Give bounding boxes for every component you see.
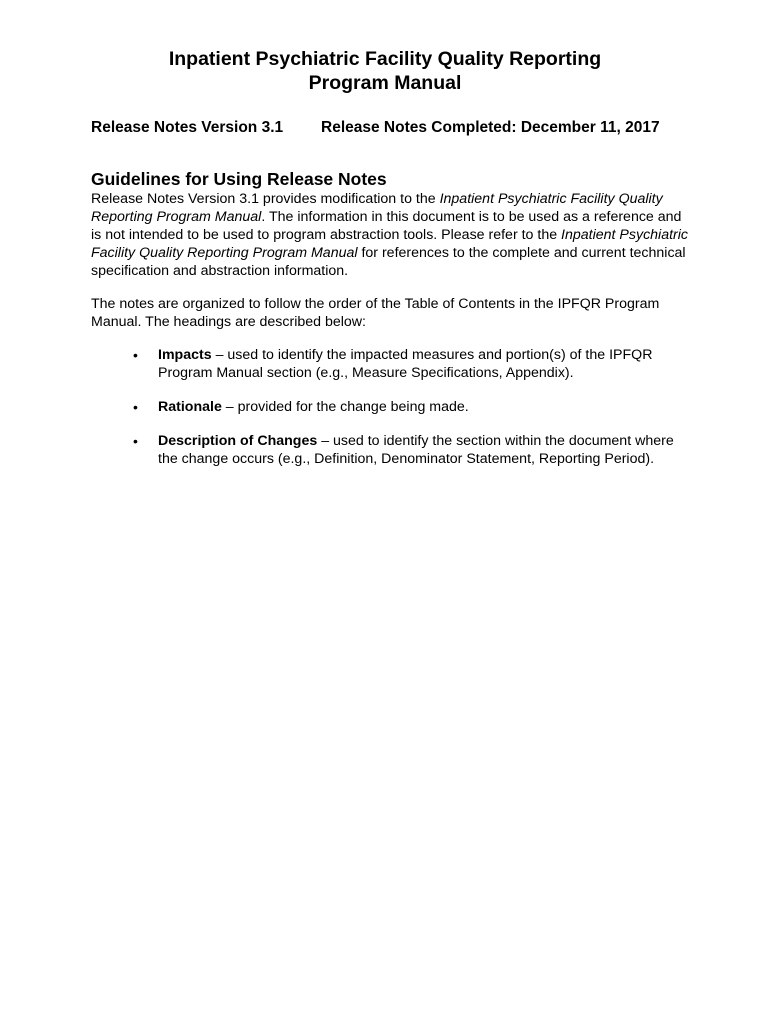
list-item-term: Rationale (158, 399, 222, 415)
section-heading: Guidelines for Using Release Notes (91, 169, 387, 189)
bullet-icon: • (133, 399, 138, 415)
list-item (91, 432, 691, 468)
release-version: Release Notes Version 3.1 (91, 119, 284, 136)
intro-manual-title-1: Inpatient Psychiatric Facility Quality Reporting Program Manual (91, 191, 663, 225)
intro-text-3: for references to the complete and current technical specification and abstraction information. (91, 245, 686, 279)
list-item-text: – provided for the change being made. (221, 399, 469, 415)
intro-text-2: . The information in this document is to be used as a reference and is not intended to be used to program abstraction tools. Please refer to the (91, 209, 682, 243)
list-item-text: – used to identify the section within the document where the change occurs (e.g., Definition, Denominator Statement, Reporting Period). (158, 433, 674, 467)
list-item-term: Description of Changes (158, 433, 318, 449)
document-title (0, 47, 770, 95)
title-line-1: Inpatient Psychiatric Facility Quality Reporting (168, 48, 602, 70)
intro-manual-title-2: Inpatient Psychiatric Facility Quality Reporting Program Manual (91, 227, 689, 261)
release-completed-date: Release Notes Completed: December 11, 2017 (321, 119, 660, 136)
bullet-icon: • (133, 433, 138, 449)
heading-description-list (91, 346, 691, 484)
release-info (91, 118, 660, 138)
intro-text-1: Release Notes Version 3.1 provides modification to the (91, 191, 440, 207)
list-item-term: Impacts (158, 347, 212, 363)
bullet-icon: • (133, 347, 138, 363)
organization-paragraph: The notes are organized to follow the order of the Table of Contents in the IPFQR Program Manual. The headings are described below: (91, 296, 660, 330)
list-item (91, 398, 691, 416)
list-item-text: – used to identify the impacted measures and portion(s) of the IPFQR Program Manual section (e.g., Measure Specifications, Appendix). (158, 347, 653, 381)
title-line-2: Program Manual (308, 72, 462, 94)
list-item (91, 346, 691, 382)
intro-paragraph (91, 190, 691, 280)
